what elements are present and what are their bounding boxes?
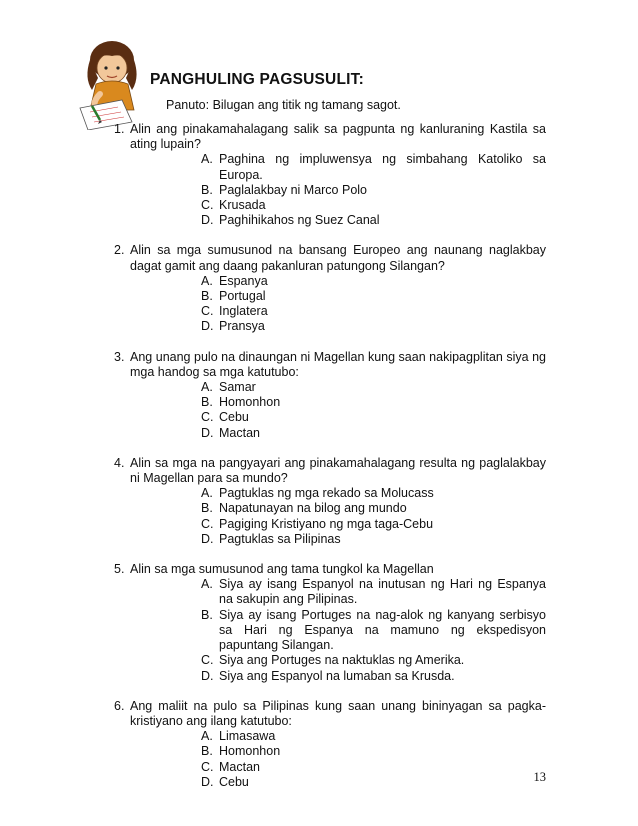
question-text: Alin sa mga na pangyayari ang pinakamahalagang resulta ng paglalakbay ni Magellan para sa mundo? bbox=[130, 455, 546, 486]
option-a[interactable] bbox=[201, 729, 546, 744]
option-d[interactable] bbox=[201, 532, 546, 547]
option-b[interactable] bbox=[201, 608, 546, 654]
option-letter: B. bbox=[201, 182, 213, 197]
option-text: Paghina ng impluwensya ng simbahang Katoliko sa Europa. bbox=[219, 152, 546, 182]
option-c[interactable] bbox=[201, 653, 546, 668]
option-a[interactable] bbox=[201, 486, 546, 501]
option-text: Homonhon bbox=[219, 744, 281, 759]
question-text: Alin ang pinakamahalagang salik sa pagpunta ng kanluraning Kastila sa ating lupain? bbox=[130, 122, 546, 152]
option-text: Mactan bbox=[219, 759, 260, 774]
option-text: Siya ay isang Portuges na nag-alok ng kanyang serbisyo sa Hari ng Espanya na mamuno ng ekspedisyon papuntang Silangan. bbox=[219, 607, 546, 653]
option-letter: C. bbox=[201, 198, 214, 213]
option-text: Cebu bbox=[219, 774, 249, 789]
question-number: 1. bbox=[114, 122, 125, 136]
option-letter: A. bbox=[201, 380, 213, 395]
option-d[interactable] bbox=[201, 426, 546, 441]
option-text: Paglalakbay ni Marco Polo bbox=[219, 182, 367, 197]
option-c[interactable] bbox=[201, 410, 546, 425]
answer-options bbox=[201, 274, 546, 335]
option-text: Samar bbox=[219, 380, 256, 395]
option-text: Siya ang Portuges na naktuklas ng Amerika. bbox=[219, 653, 465, 668]
option-text: Siya ang Espanyol na lumaban sa Krusda. bbox=[219, 668, 455, 683]
question-text: Alin sa mga sumusunod ang tama tungkol ka Magellan bbox=[130, 562, 434, 577]
question-list bbox=[114, 122, 546, 805]
answer-options bbox=[201, 577, 546, 683]
option-text: Inglatera bbox=[219, 304, 268, 319]
page-title: PANGHULING PAGSUSULIT: bbox=[150, 71, 364, 88]
answer-options bbox=[201, 380, 546, 441]
option-letter: C. bbox=[201, 759, 214, 774]
option-text: Limasawa bbox=[219, 729, 276, 744]
option-a[interactable] bbox=[201, 274, 546, 289]
option-letter: A. bbox=[201, 729, 213, 744]
question-text: Alin sa mga sumusunod na bansang Europeo ang naunang naglakbay dagat gamit ang daang pakanluran patungong Silangan? bbox=[130, 243, 546, 273]
girl-writing-illustration bbox=[76, 38, 148, 130]
option-a[interactable] bbox=[201, 152, 546, 182]
option-letter: C. bbox=[201, 410, 214, 425]
answer-options bbox=[201, 152, 546, 228]
question-4 bbox=[114, 456, 546, 547]
option-b[interactable] bbox=[201, 395, 546, 410]
option-letter: B. bbox=[201, 607, 213, 622]
option-text: Siya ay isang Espanyol na inutusan ng Hari ng Espanya na sakupin ang Pilipinas. bbox=[219, 577, 546, 607]
question-6 bbox=[114, 699, 546, 790]
option-d[interactable] bbox=[201, 319, 546, 334]
question-text: Ang maliit na pulo sa Pilipinas kung saan unang bininyagan sa pagka-kristiyano ang ilang katutubo: bbox=[130, 698, 546, 728]
option-d[interactable] bbox=[201, 775, 546, 790]
question-number: 6. bbox=[114, 698, 125, 713]
instruction-text: Panuto: Bilugan ang titik ng tamang sagot. bbox=[166, 98, 401, 112]
option-text: Krusada bbox=[219, 198, 266, 213]
option-letter: C. bbox=[201, 653, 214, 668]
question-number: 2. bbox=[114, 243, 125, 258]
option-d[interactable] bbox=[201, 669, 546, 684]
option-letter: A. bbox=[201, 152, 213, 167]
question-number: 5. bbox=[114, 562, 125, 577]
option-c[interactable] bbox=[201, 517, 546, 532]
question-1 bbox=[114, 122, 546, 228]
option-text: Napatunayan na bilog ang mundo bbox=[219, 501, 407, 516]
option-letter: A. bbox=[201, 486, 213, 501]
option-letter: C. bbox=[201, 516, 214, 531]
option-b[interactable] bbox=[201, 183, 546, 198]
option-text: Pagtuklas sa Pilipinas bbox=[219, 531, 341, 546]
option-text: Espanya bbox=[219, 273, 268, 288]
option-text: Homonhon bbox=[219, 395, 281, 410]
option-text: Paghihikahos ng Suez Canal bbox=[219, 213, 380, 228]
option-letter: C. bbox=[201, 304, 214, 319]
option-letter: D. bbox=[201, 774, 214, 789]
question-5 bbox=[114, 562, 546, 684]
option-c[interactable] bbox=[201, 198, 546, 213]
option-letter: D. bbox=[201, 319, 214, 334]
question-2 bbox=[114, 243, 546, 334]
option-letter: B. bbox=[201, 744, 213, 759]
option-c[interactable] bbox=[201, 760, 546, 775]
answer-options bbox=[201, 486, 546, 547]
option-letter: A. bbox=[201, 273, 213, 288]
option-b[interactable] bbox=[201, 744, 546, 759]
option-text: Cebu bbox=[219, 410, 249, 425]
option-text: Pagtuklas ng mga rekado sa Molucass bbox=[219, 486, 434, 501]
option-letter: D. bbox=[201, 531, 214, 546]
option-text: Mactan bbox=[219, 425, 260, 440]
question-3 bbox=[114, 350, 546, 441]
option-d[interactable] bbox=[201, 213, 546, 228]
option-a[interactable] bbox=[201, 380, 546, 395]
option-letter: B. bbox=[201, 501, 213, 516]
question-number: 4. bbox=[114, 455, 125, 470]
question-number: 3. bbox=[114, 349, 125, 364]
option-text: Portugal bbox=[219, 289, 266, 304]
option-letter: D. bbox=[201, 213, 214, 228]
question-text: Ang unang pulo na dinaungan ni Magellan kung saan nakipagplitan siya ng mga handog sa mga katutubo: bbox=[130, 349, 546, 379]
option-b[interactable] bbox=[201, 501, 546, 516]
answer-options bbox=[201, 729, 546, 790]
option-b[interactable] bbox=[201, 289, 546, 304]
option-letter: A. bbox=[201, 577, 213, 592]
option-text: Pransya bbox=[219, 319, 265, 334]
option-letter: B. bbox=[201, 395, 213, 410]
page-number: 13 bbox=[533, 770, 546, 784]
option-letter: D. bbox=[201, 425, 214, 440]
option-letter: D. bbox=[201, 668, 214, 683]
option-text: Pagiging Kristiyano ng mga taga-Cebu bbox=[219, 516, 434, 531]
option-letter: B. bbox=[201, 289, 213, 304]
option-a[interactable] bbox=[201, 577, 546, 607]
option-c[interactable] bbox=[201, 304, 546, 319]
